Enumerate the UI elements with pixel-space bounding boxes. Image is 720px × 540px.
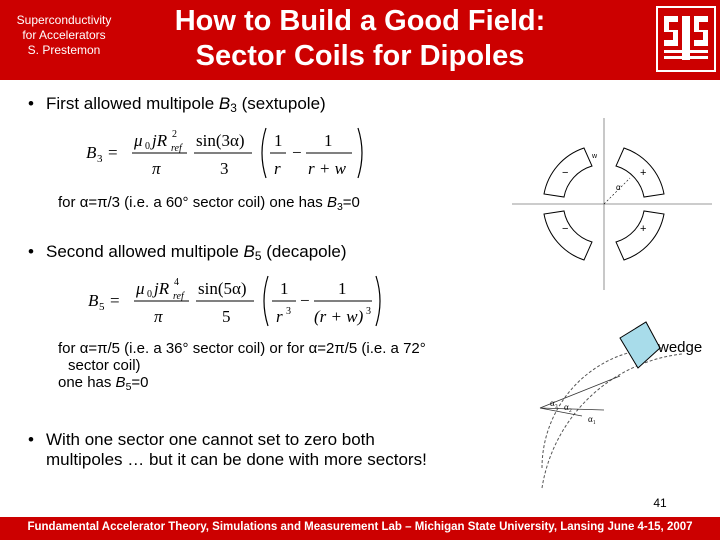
course-line-2: for Accelerators — [22, 28, 106, 42]
multipole-symbol: B — [243, 242, 255, 261]
eq-lhs: B — [86, 143, 97, 162]
bullet-dot: • — [28, 430, 34, 449]
bullet-suffix: (decapole) — [261, 242, 347, 261]
wedge-label: wedge — [658, 339, 703, 356]
sector-coil-diagram — [512, 118, 712, 290]
bullet-dot: • — [28, 94, 34, 113]
pi-symbol: π — [97, 340, 108, 357]
eq-paren-left — [262, 128, 266, 178]
minus-sign: − — [562, 167, 569, 179]
multipole-index: 5 — [254, 249, 262, 263]
note-line-1 — [58, 340, 508, 357]
alpha-symbol: α — [79, 194, 89, 211]
eq-ref: ref — [173, 291, 184, 302]
multipole-symbol: B — [115, 374, 126, 391]
eq-sin: sin(3α) — [196, 131, 245, 150]
wedge-diagram — [512, 318, 712, 490]
bullet-suffix: (sextupole) — [236, 94, 326, 113]
eq-r: r — [274, 159, 281, 178]
alpha-symbol: α — [308, 340, 318, 357]
eq-lhs: B — [88, 291, 99, 310]
bullet-text: First allowed multipole — [46, 94, 219, 113]
course-line-1: Superconductivity — [16, 13, 112, 27]
eq-jR: jR — [154, 279, 170, 298]
eq-jR: jR — [152, 131, 168, 150]
plus-sign: + — [640, 167, 647, 179]
eq-pow3b: 3 — [366, 306, 371, 317]
multipole-symbol: B — [218, 94, 231, 113]
eq-three: 3 — [220, 159, 229, 178]
eq-ref: ref — [171, 143, 182, 154]
title-line-1: How to Build a Good Field: — [174, 5, 546, 37]
eq-minus: − — [292, 143, 302, 162]
bullet-line-2: multipoles … but it can be done with more sectors! — [46, 450, 427, 469]
alpha-2-label: α₂ — [564, 402, 572, 412]
eq-pi: π — [154, 307, 163, 326]
alpha-3-label: α₃ — [550, 398, 558, 408]
eq-mu: μ — [136, 279, 145, 298]
eq-paren-right — [376, 276, 380, 326]
eq-pow: 2 — [172, 129, 177, 140]
coil-lower-right — [616, 211, 664, 260]
note-text: /5 (i.e. a 72° — [344, 340, 426, 357]
eq-one-b: 1 — [338, 279, 347, 298]
note-text: /5 (i.e. a 36° sector coil) or for — [107, 340, 309, 357]
eq-lhs-sub: 3 — [97, 153, 103, 165]
slide-title — [140, 4, 580, 74]
note-text: for — [58, 340, 80, 357]
equation-b5 — [86, 270, 386, 330]
wedge-shape — [620, 322, 660, 368]
bullet-decapole — [28, 242, 508, 264]
page-number: 41 — [653, 496, 667, 510]
note-b3-zero — [58, 194, 478, 216]
note-text: = — [88, 194, 98, 211]
pi-symbol: π — [334, 340, 345, 357]
eq-mu-sub: 0 — [147, 289, 152, 300]
inner-radius-arc — [542, 348, 662, 468]
title-line-2: Sector Coils for Dipoles — [195, 40, 525, 72]
eq-mu: μ — [134, 131, 143, 150]
note-text: =0 — [131, 374, 149, 391]
footer-bar — [0, 517, 720, 540]
note-text: for — [58, 194, 80, 211]
eq-pow: 4 — [174, 277, 179, 288]
note-text: =2 — [317, 340, 335, 357]
bullet-sextupole — [28, 94, 508, 116]
eq-equals: = — [110, 291, 120, 310]
multipole-symbol: B — [326, 194, 337, 211]
eq-one-a: 1 — [274, 131, 283, 150]
plus-sign: + — [640, 223, 647, 235]
alpha-label: α — [616, 183, 621, 192]
eq-sin: sin(5α) — [198, 279, 247, 298]
pi-symbol: π — [97, 194, 108, 211]
eq-one-b: 1 — [324, 131, 333, 150]
multipole-index: 3 — [230, 101, 237, 115]
note-text: one has — [58, 374, 116, 391]
note-text: = — [88, 340, 98, 357]
eq-rw: (r + w) — [314, 307, 364, 326]
coil-lower-left — [544, 211, 592, 260]
outer-radius-arc — [542, 354, 682, 488]
eq-r: r — [276, 307, 283, 326]
eq-pi: π — [152, 159, 161, 178]
eq-pow3a: 3 — [286, 306, 291, 317]
eq-lhs-sub: 5 — [99, 301, 105, 313]
eq-five: 5 — [222, 307, 231, 326]
author-name: S. Prestemon — [27, 43, 101, 57]
equation-b3 — [84, 120, 374, 184]
bullet-text: Second allowed multipole — [46, 242, 244, 261]
note-line-3 — [58, 374, 508, 396]
multipole-index: 5 — [125, 381, 132, 393]
eq-rw: r + w — [308, 159, 346, 178]
course-info — [4, 13, 124, 58]
eq-minus: − — [300, 291, 310, 310]
note-text: =0 — [342, 194, 360, 211]
header-bar — [0, 0, 720, 80]
note-text: /3 (i.e. a 60° sector coil) one has — [107, 194, 327, 211]
eq-mu-sub: 0 — [145, 141, 150, 152]
alpha-1-label: α₁ — [588, 414, 596, 424]
eq-paren-left — [264, 276, 268, 326]
eq-paren-right — [358, 128, 362, 178]
bullet-line-1: With one sector one cannot set to zero both — [46, 430, 375, 449]
multipole-index: 3 — [336, 201, 343, 213]
eq-equals: = — [108, 143, 118, 162]
footer-text: Fundamental Accelerator Theory, Simulations and Measurement Lab – Michigan State University, Lansing June 4-15, 2007 — [27, 521, 693, 533]
width-label: w — [592, 153, 598, 160]
note-line-2: sector coil) — [68, 357, 141, 374]
eq-one-a: 1 — [280, 279, 289, 298]
institution-logo — [656, 6, 716, 72]
bullet-dot: • — [28, 242, 34, 261]
minus-sign: − — [562, 223, 569, 235]
bullet-multiple-sectors — [28, 430, 508, 474]
alpha-symbol: α — [79, 340, 89, 357]
note-b5-zero — [58, 340, 508, 396]
